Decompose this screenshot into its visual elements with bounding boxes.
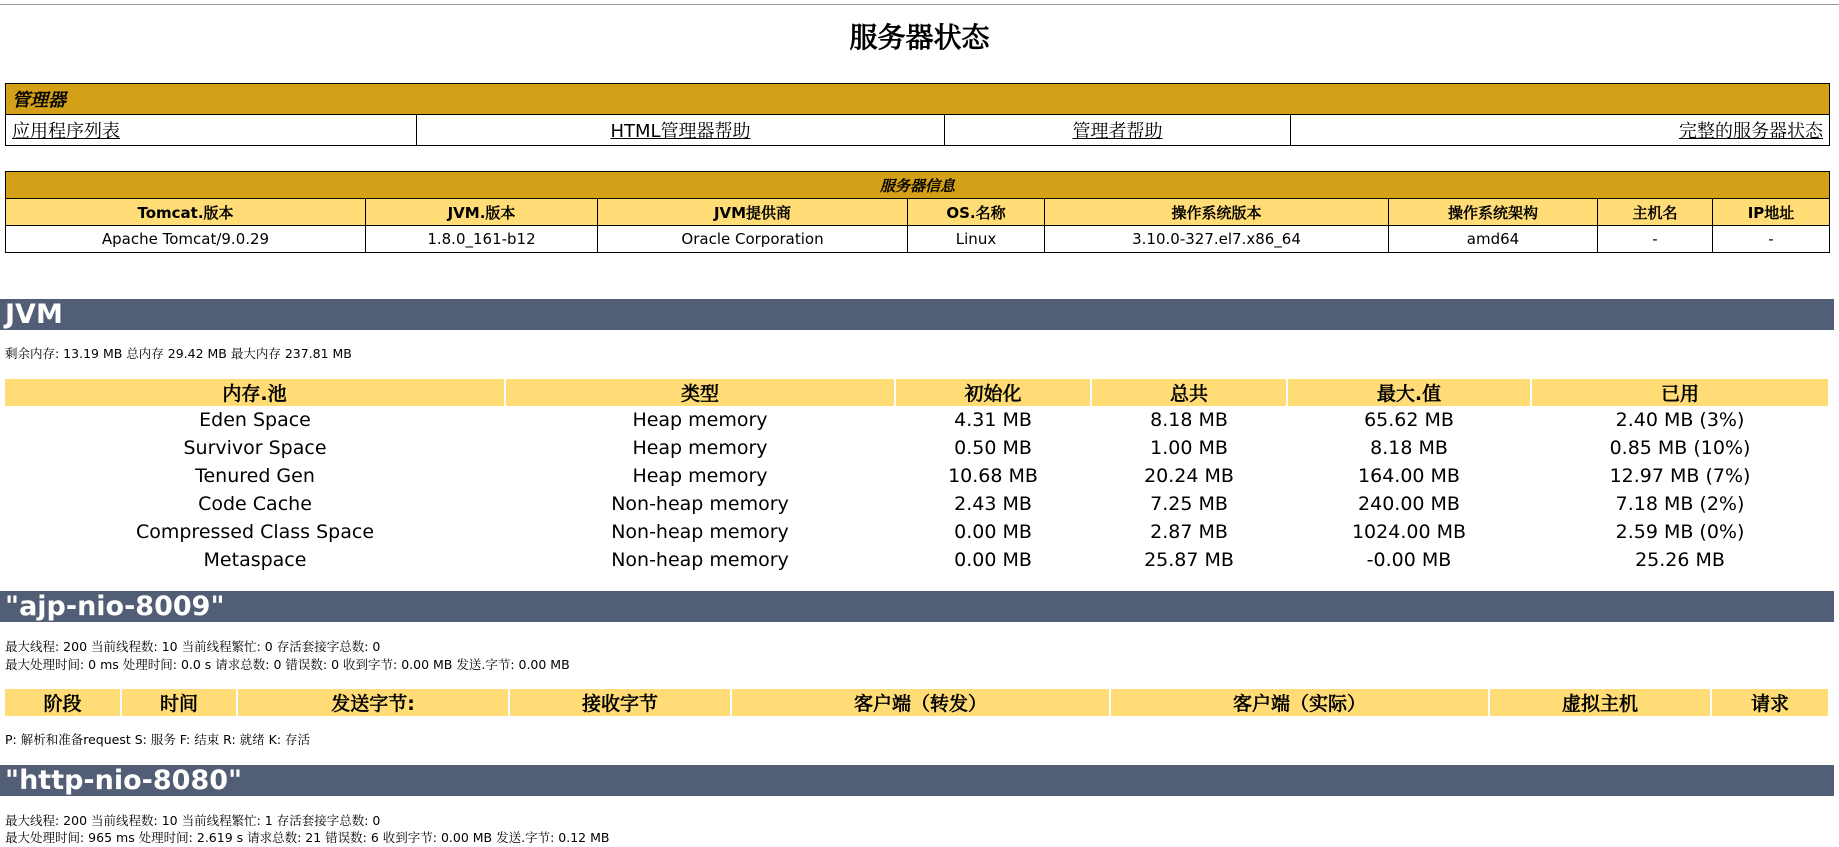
table-row: [5, 546, 1829, 574]
table-cell: 0.85 MB (10%): [1609, 437, 1751, 459]
col-request: 请求: [1711, 689, 1829, 716]
table-cell: 10.68 MB: [948, 465, 1038, 487]
col-os-name: OS.名称: [908, 199, 1045, 226]
server-info-row: [6, 226, 1830, 253]
stage-legend: P: 解析和准备request S: 服务 F: 结束 R: 就绪 K: 存活: [5, 732, 311, 747]
table-cell: 2.87 MB: [1150, 521, 1228, 543]
table-cell: 25.26 MB: [1635, 549, 1725, 571]
table-cell: Survivor Space: [183, 437, 327, 459]
col-time: 时间: [121, 689, 237, 716]
col-bytes-sent: 发送字节:: [237, 689, 509, 716]
ajp-request-stats: 最大处理时间: 0 ms 处理时间: 0.0 s 请求总数: 0 错误数: 0 收到字节: 0.00 MB 发送.字节: 0.00 MB: [5, 657, 570, 672]
table-cell: 4.31 MB: [954, 409, 1032, 431]
table-cell: 240.00 MB: [1358, 493, 1460, 515]
table-cell: Compressed Class Space: [135, 521, 375, 543]
top-rule: [0, 4, 1839, 5]
jvm-heading: JVM: [0, 299, 1834, 330]
table-cell: 65.62 MB: [1364, 409, 1454, 431]
col-os-version: 操作系统版本: [1045, 199, 1389, 226]
table-cell: 20.24 MB: [1144, 465, 1234, 487]
col-client-forwarded: 客户端（转发）: [731, 689, 1110, 716]
table-cell: 2.43 MB: [954, 493, 1032, 515]
ajp-connector-heading: "ajp-nio-8009": [0, 591, 1834, 622]
table-row: [5, 462, 1829, 490]
table-cell: 1.8.0_161-b12: [366, 226, 598, 253]
table-row: [5, 490, 1829, 518]
manager-table: [5, 83, 1830, 146]
table-cell: 2.59 MB (0%): [1615, 521, 1745, 543]
table-cell: 8.18 MB: [1150, 409, 1228, 431]
table-cell: Eden Space: [199, 409, 311, 431]
ajp-thread-table: [5, 689, 1830, 716]
col-tomcat-version: Tomcat.版本: [6, 199, 366, 226]
table-cell: Code Cache: [198, 493, 312, 515]
link-manager-help[interactable]: 管理者帮助: [1072, 121, 1163, 142]
table-cell: 0.00 MB: [954, 549, 1032, 571]
page-title: 服务器状态: [849, 21, 990, 54]
table-cell: 7.25 MB: [1150, 493, 1228, 515]
col-hostname: 主机名: [1598, 199, 1713, 226]
table-row: [5, 434, 1829, 462]
manager-heading: 管理器: [6, 84, 1830, 115]
link-app-list[interactable]: 应用程序列表: [12, 121, 120, 142]
table-cell: Oracle Corporation: [598, 226, 908, 253]
table-cell: 8.18 MB: [1370, 437, 1448, 459]
table-cell: 12.97 MB (7%): [1609, 465, 1751, 487]
memory-pool-header-row: [5, 379, 1829, 406]
table-cell: 1.00 MB: [1150, 437, 1228, 459]
table-cell: Heap memory: [632, 409, 768, 431]
table-cell: -: [1598, 226, 1713, 253]
col-used: 已用: [1531, 379, 1829, 406]
table-cell: amd64: [1389, 226, 1598, 253]
server-info-table: [5, 171, 1830, 253]
col-virtual-host: 虚拟主机: [1489, 689, 1711, 716]
col-client-actual: 客户端（实际）: [1110, 689, 1489, 716]
http-connector-heading: "http-nio-8080": [0, 765, 1834, 796]
ajp-thread-header-row: [5, 689, 1829, 716]
table-cell: Heap memory: [632, 465, 768, 487]
col-jvm-vendor: JVM提供商: [598, 199, 908, 226]
table-cell: -0.00 MB: [1366, 549, 1452, 571]
table-cell: Non-heap memory: [611, 493, 789, 515]
col-max: 最大.值: [1287, 379, 1531, 406]
server-info-heading: 服务器信息: [6, 172, 1830, 199]
table-row: [5, 518, 1829, 546]
table-cell: Heap memory: [632, 437, 768, 459]
ajp-thread-stats: 最大线程: 200 当前线程数: 10 当前线程繁忙: 0 存活套接字总数: 0: [5, 639, 381, 654]
col-jvm-version: JVM.版本: [366, 199, 598, 226]
col-stage: 阶段: [5, 689, 121, 716]
col-type: 类型: [505, 379, 895, 406]
col-os-arch: 操作系统架构: [1389, 199, 1598, 226]
table-cell: 7.18 MB (2%): [1615, 493, 1745, 515]
table-cell: -: [1713, 226, 1830, 253]
table-cell: 1024.00 MB: [1351, 521, 1467, 543]
table-cell: Non-heap memory: [611, 549, 789, 571]
http-request-stats: 最大处理时间: 965 ms 处理时间: 2.619 s 请求总数: 21 错误数: 6 收到字节: 0.00 MB 发送.字节: 0.12 MB: [5, 830, 610, 845]
link-html-manager-help[interactable]: HTML管理器帮助: [610, 121, 751, 142]
table-cell: 25.87 MB: [1144, 549, 1234, 571]
table-cell: 0.00 MB: [954, 521, 1032, 543]
memory-pool-table: [5, 379, 1830, 574]
col-memory-pool: 内存.池: [5, 379, 505, 406]
table-cell: 2.40 MB (3%): [1615, 409, 1745, 431]
table-cell: 164.00 MB: [1358, 465, 1460, 487]
table-cell: Tenured Gen: [195, 465, 315, 487]
col-bytes-received: 接收字节: [509, 689, 731, 716]
col-ip: IP地址: [1713, 199, 1830, 226]
table-cell: Apache Tomcat/9.0.29: [6, 226, 366, 253]
col-total: 总共: [1091, 379, 1287, 406]
jvm-memory-summary: 剩余内存: 13.19 MB 总内存 29.42 MB 最大内存 237.81 MB: [5, 346, 352, 361]
server-info-header-row: [6, 199, 1830, 226]
table-cell: Non-heap memory: [611, 521, 789, 543]
table-cell: 3.10.0-327.el7.x86_64: [1045, 226, 1389, 253]
col-initial: 初始化: [895, 379, 1091, 406]
table-cell: Metaspace: [203, 549, 307, 571]
link-full-server-status[interactable]: 完整的服务器状态: [1679, 121, 1823, 142]
table-cell: 0.50 MB: [954, 437, 1032, 459]
table-row: [5, 406, 1829, 434]
http-thread-stats: 最大线程: 200 当前线程数: 10 当前线程繁忙: 1 存活套接字总数: 0: [5, 813, 381, 828]
table-cell: Linux: [908, 226, 1045, 253]
